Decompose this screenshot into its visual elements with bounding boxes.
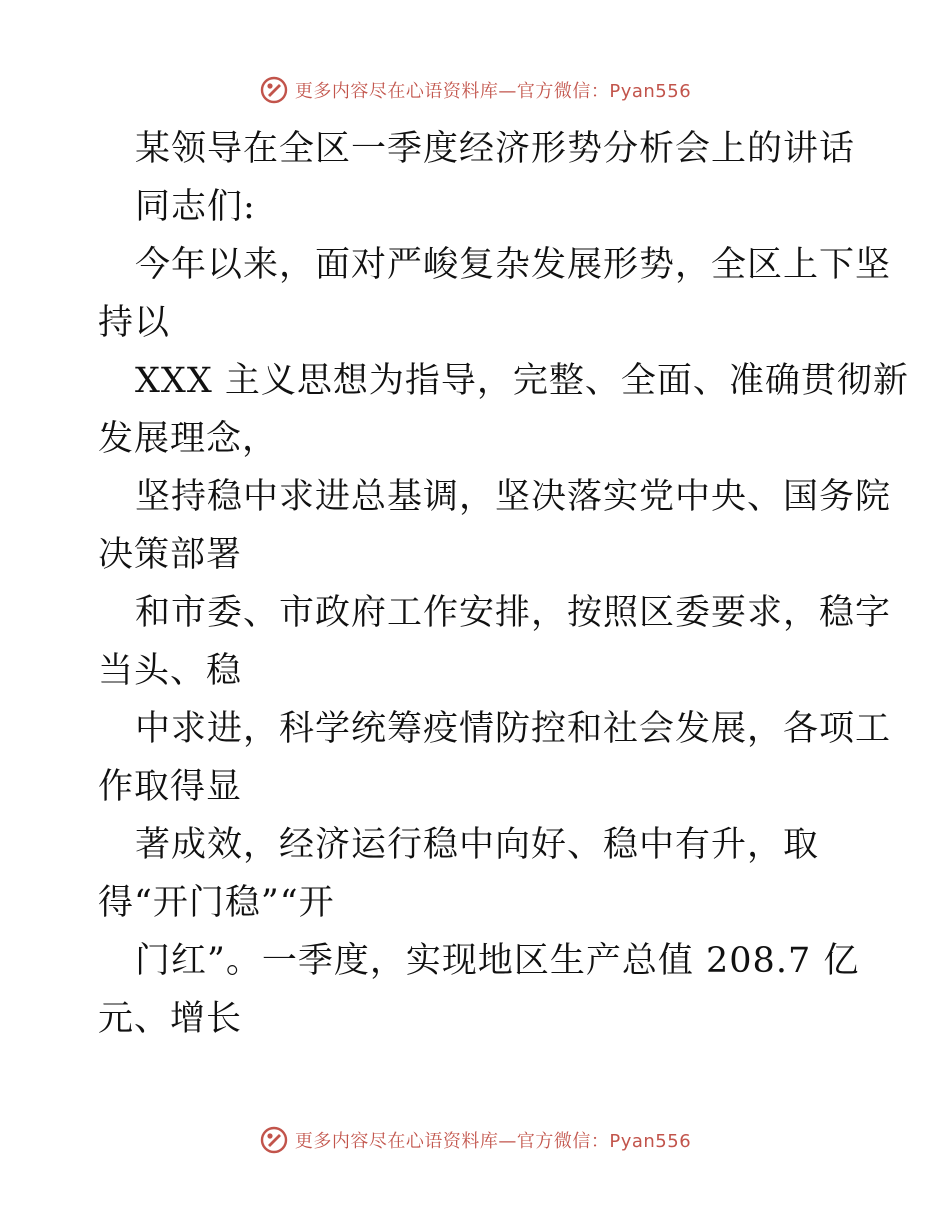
- text-line: 坚持稳中求进总基调，坚决落实党中央、国务院: [135, 477, 892, 517]
- text-line: 著成效，经济运行稳中向好、稳中有升，取: [135, 825, 820, 865]
- text-line: 当头、稳: [98, 651, 243, 691]
- text-line: XXX 主义思想为指导，完整、全面、准确贯彻新: [135, 361, 909, 401]
- text-line: 发展理念，: [98, 419, 279, 459]
- text-line: 今年以来，面对严峻复杂发展形势，全区上下坚: [135, 245, 892, 285]
- text-line: 中求进，科学统筹疫情防控和社会发展，各项工: [135, 709, 892, 749]
- text-line: 和市委、市政府工作安排，按照区委要求，稳字: [135, 593, 892, 633]
- document-body: [98, 120, 909, 1048]
- header-watermark: [0, 70, 950, 110]
- watermark-text: 更多内容尽在心语资料库—官方微信：Pyan556: [294, 81, 692, 102]
- salutation: 同志们:: [135, 187, 256, 227]
- text-line: 持以: [98, 303, 171, 343]
- text-line: 作取得显: [98, 767, 243, 807]
- footer-watermark: [0, 1120, 950, 1160]
- watermark-text: 更多内容尽在心语资料库—官方微信：Pyan556: [294, 1131, 692, 1152]
- seal-logo-icon: [259, 1125, 289, 1155]
- text-line: 门红”。一季度，实现地区生产总值 208.7 亿: [135, 941, 860, 981]
- document-title: 某领导在全区一季度经济形势分析会上的讲话: [135, 129, 856, 169]
- text-line: 元、增长: [98, 999, 243, 1039]
- text-line: 得“开门稳”“开: [98, 883, 335, 923]
- text-line: 决策部署: [98, 535, 243, 575]
- seal-logo-icon: [259, 75, 289, 105]
